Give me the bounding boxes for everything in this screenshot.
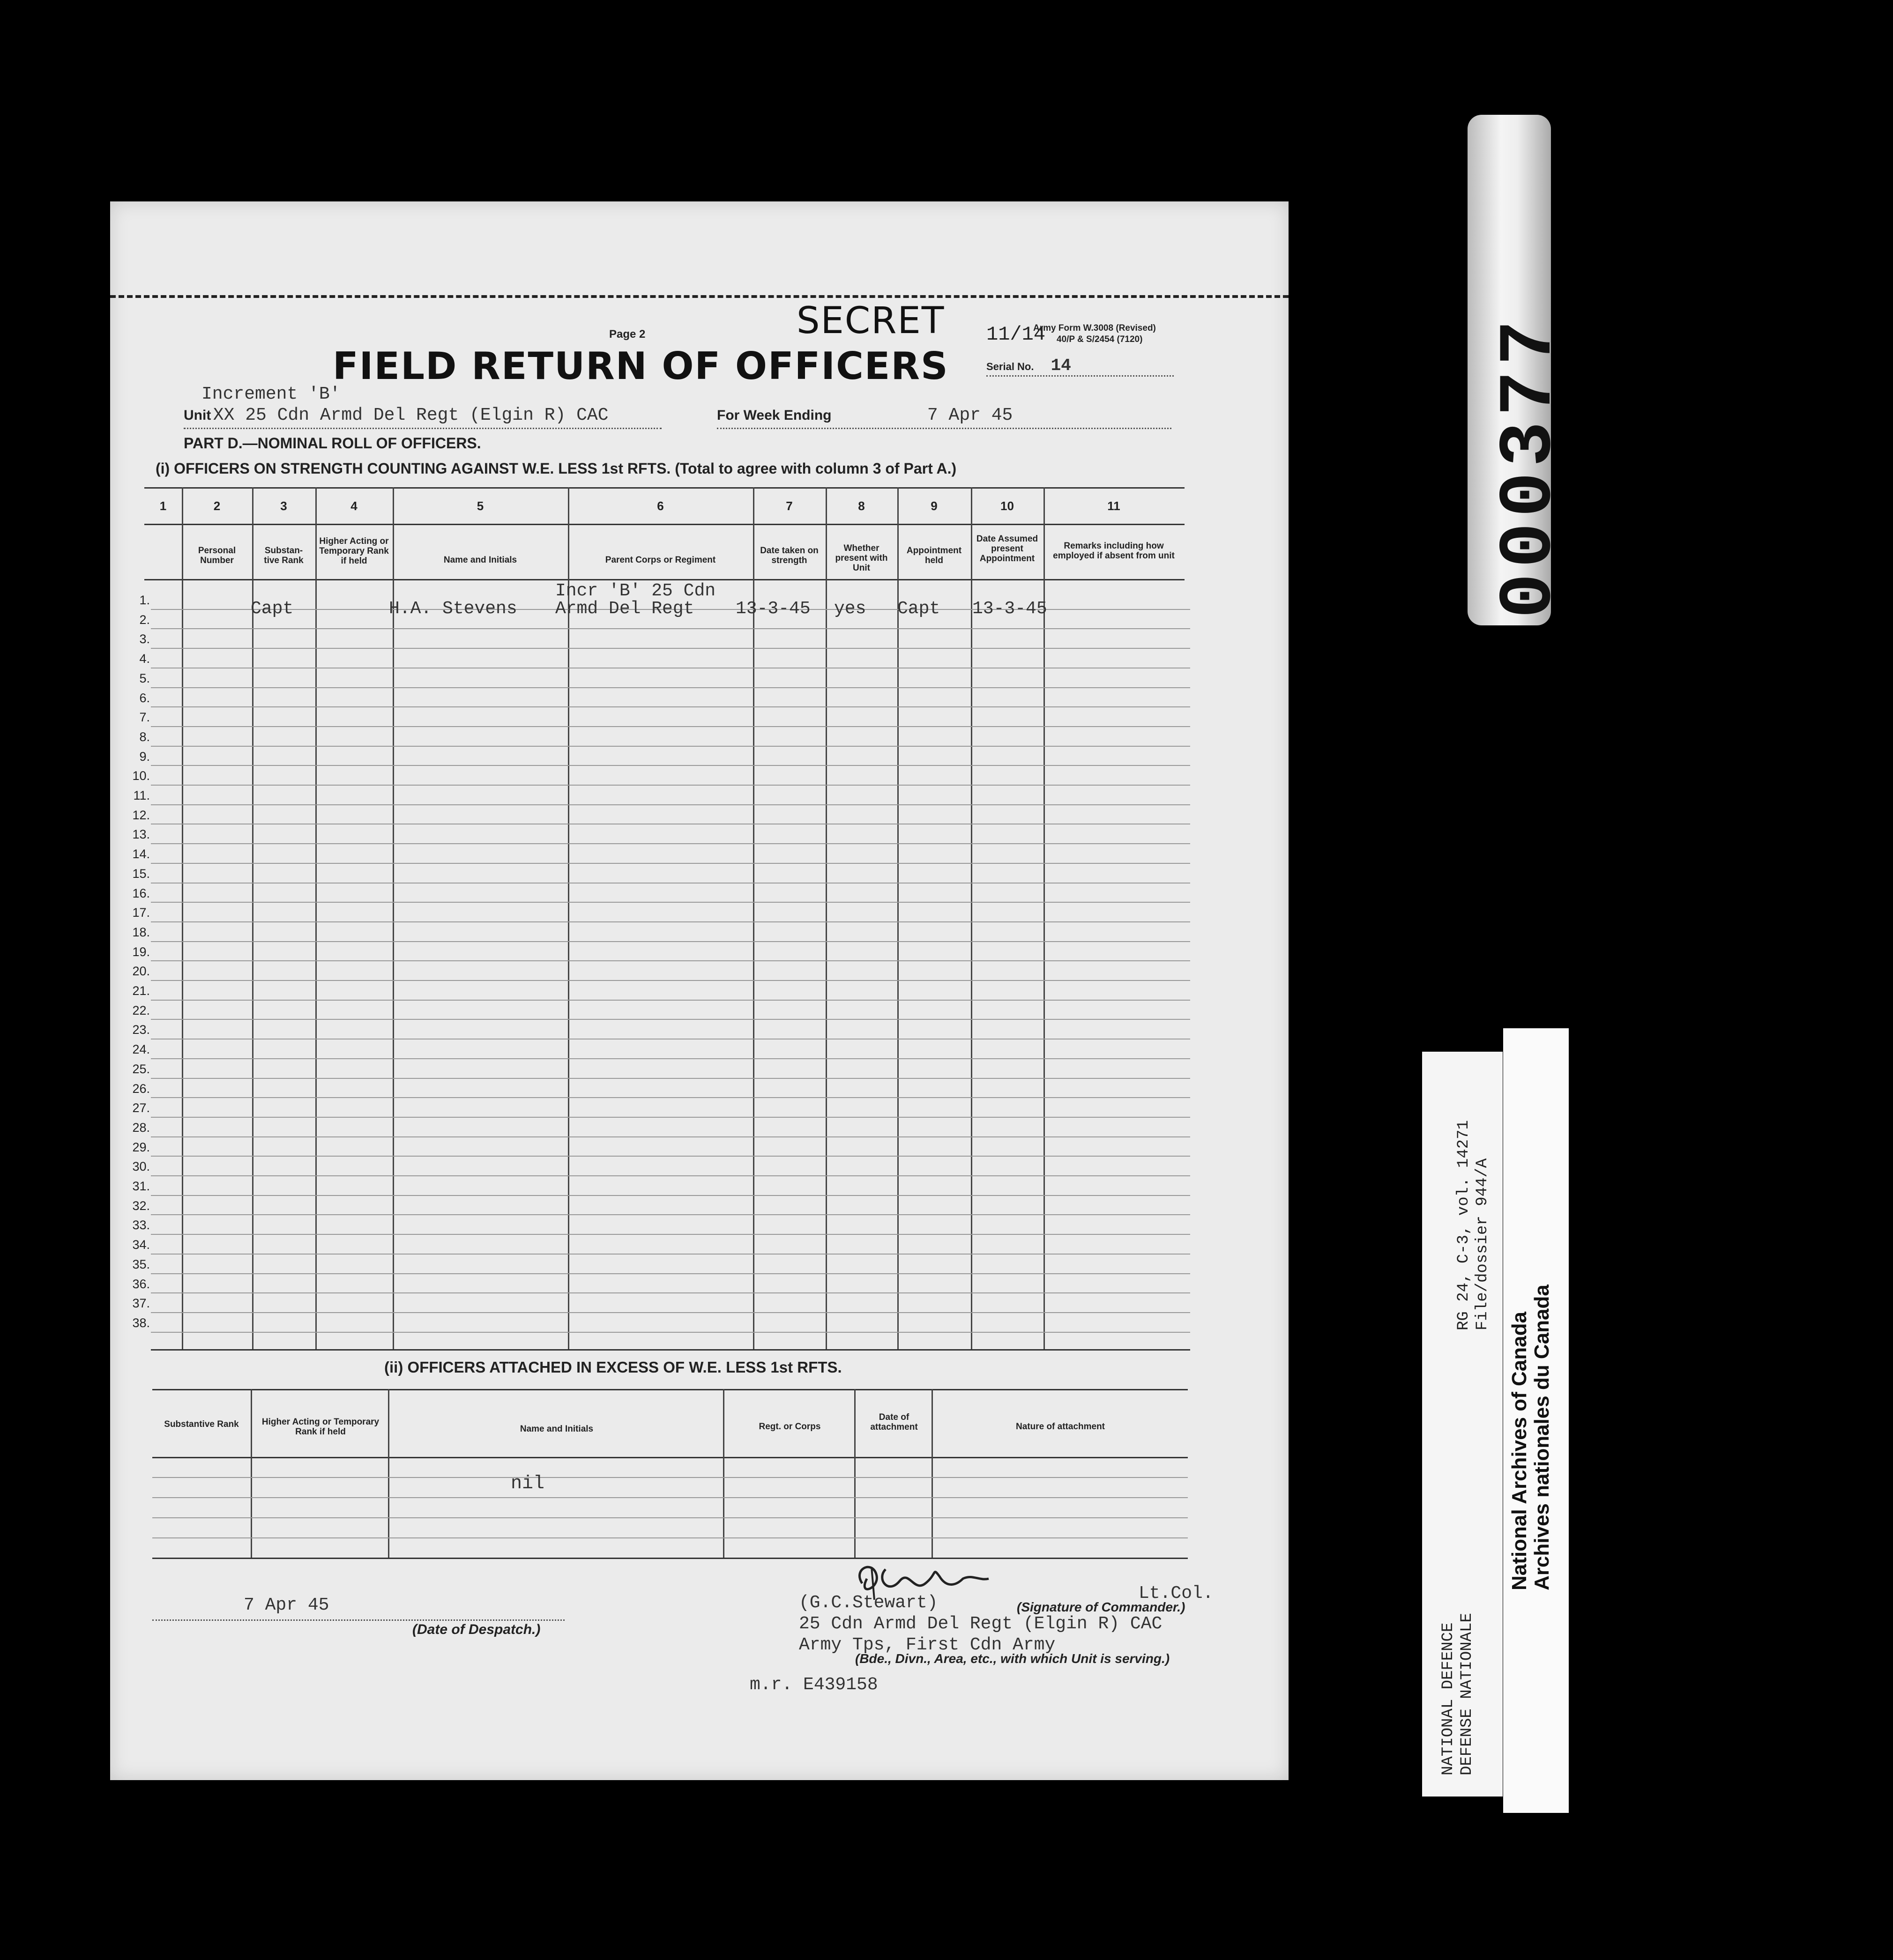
table-row-rule	[151, 902, 1190, 903]
row-number: 1.	[139, 593, 150, 607]
week-ending-value: 7 Apr 45	[927, 405, 1013, 425]
frame-number: 000377	[1488, 314, 1573, 618]
unit-field	[184, 405, 662, 429]
table-row-rule	[151, 1273, 1190, 1274]
file-reference: File/dossier 944/A	[1474, 1158, 1491, 1330]
row-number: 10.	[132, 769, 150, 783]
row-number: 13.	[132, 827, 150, 841]
table-row-rule	[151, 1254, 1190, 1255]
section-2-heading: (ii) OFFICERS ATTACHED IN EXCESS OF W.E. LESS 1st RFTS.	[384, 1359, 842, 1376]
col-header-substantive-rank: Substan- tive Rank	[264, 546, 304, 565]
col-header-name: Name and Initials	[443, 555, 517, 565]
table-row-rule	[151, 1097, 1190, 1098]
formation: Army Tps, First Cdn Army	[799, 1635, 1056, 1655]
col-header-higher-rank: Higher Acting or Temporary Rank if held	[319, 536, 389, 566]
row-number: 25.	[132, 1062, 150, 1076]
entry-date-tos: 13-3-45	[736, 599, 811, 619]
army-form-code: 40/P & S/2454 (7120)	[1057, 334, 1143, 344]
row-number: 16.	[132, 886, 150, 900]
table-row-rule	[151, 706, 1190, 707]
row-number: 26.	[132, 1082, 150, 1096]
department-fr: DEFENSE NATIONALE	[1458, 1613, 1476, 1775]
entry-corps-line2: Armd Del Regt	[555, 599, 694, 619]
table-row-rule	[151, 863, 1190, 864]
row-number: 30.	[132, 1159, 150, 1173]
table-row-rule	[151, 804, 1190, 805]
despatch-date-label: (Date of Despatch.)	[412, 1622, 541, 1637]
serial-value: 14	[1051, 356, 1071, 375]
secret-stamp: SECRET	[797, 300, 945, 342]
commander-name: (G.C.Stewart)	[799, 1593, 938, 1613]
table-row-rule	[152, 1537, 1188, 1538]
col-number: 3	[280, 499, 287, 513]
col-header-present: Whether present with Unit	[835, 543, 888, 573]
row-number: 4.	[139, 652, 150, 666]
col-header-parent-corps: Parent Corps or Regiment	[605, 555, 716, 565]
row-number: 2.	[139, 613, 150, 627]
table-row-rule	[152, 1497, 1188, 1498]
row-number: 18.	[132, 925, 150, 939]
row-number: 21.	[132, 984, 150, 998]
table-row-rule	[151, 1019, 1190, 1020]
row-number: 7.	[139, 710, 150, 724]
row-number: 14.	[132, 847, 150, 861]
table-row-rule	[151, 1058, 1190, 1059]
row-number: 11.	[133, 788, 150, 802]
row-number: 6.	[139, 691, 150, 705]
unit-value: XX 25 Cdn Armd Del Regt (Elgin R) CAC	[213, 405, 609, 425]
form-title: FIELD RETURN OF OFFICERS	[333, 344, 949, 388]
commander-unit: 25 Cdn Armd Del Regt (Elgin R) CAC	[799, 1614, 1163, 1634]
table-row-rule	[151, 1156, 1190, 1157]
table-row-rule	[151, 1292, 1190, 1293]
unit-label: Unit	[184, 408, 211, 423]
entry-date-assumed: 13-3-45	[972, 599, 1047, 619]
table-row-rule	[151, 1136, 1190, 1137]
attached-entry-nil: nil	[511, 1473, 545, 1494]
col-number: 8	[858, 499, 865, 513]
table-row-rule	[151, 687, 1190, 688]
form-number-handwritten: 11/14	[986, 323, 1046, 346]
table-row-rule	[152, 1477, 1188, 1478]
col-number: 1	[159, 499, 167, 513]
row-number: 27.	[132, 1101, 150, 1115]
table-row-rule	[151, 1000, 1190, 1001]
despatch-date: 7 Apr 45	[152, 1595, 565, 1621]
table-row-rule	[151, 628, 1190, 629]
table-row-rule	[152, 1517, 1188, 1518]
department-en: NATIONAL DEFENCE	[1439, 1622, 1457, 1775]
row-number: 38.	[132, 1316, 150, 1330]
table-row-rule	[151, 1312, 1190, 1313]
table-row-rule	[151, 941, 1190, 942]
col-number: 10	[1000, 499, 1014, 513]
rg-reference: RG 24, C-3, vol. 14271	[1455, 1120, 1473, 1330]
table-row-rule	[151, 746, 1190, 747]
row-number: 31.	[132, 1179, 150, 1193]
row-number: 19.	[132, 945, 150, 959]
page-number: Page 2	[609, 328, 646, 341]
table-row-rule	[151, 843, 1190, 844]
week-ending-label: For Week Ending	[717, 408, 832, 423]
table-row-rule	[151, 765, 1190, 766]
row-number: 9.	[139, 750, 150, 764]
row-number: 35.	[132, 1257, 150, 1271]
table-row-rule	[151, 1078, 1190, 1079]
row-number: 15.	[132, 867, 150, 881]
col-header-personal-number: Personal Number	[198, 546, 236, 565]
col-number: 9	[931, 499, 938, 513]
col-header-appointment: Appointment held	[906, 546, 962, 565]
col-header-date-assumed: Date Assumed present Appointment	[976, 534, 1038, 564]
entry-appointment: Capt	[897, 599, 940, 619]
col-number: 7	[786, 499, 793, 513]
row-number: 17.	[132, 906, 150, 920]
table-row-rule	[151, 1117, 1190, 1118]
row-number: 34.	[132, 1238, 150, 1252]
serial-number-field	[986, 356, 1174, 377]
table-row-rule	[151, 785, 1190, 786]
army-form-number: Army Form W.3008 (Revised)	[1033, 323, 1156, 333]
row-number: 5.	[139, 671, 150, 685]
part-d-heading: PART D.—NOMINAL ROLL OF OFFICERS.	[184, 435, 481, 452]
week-ending-field	[717, 405, 1171, 429]
entry-name: H.A. Stevens	[389, 599, 517, 619]
row-number: 28.	[132, 1121, 150, 1135]
table-row-rule	[151, 1214, 1190, 1215]
col-header-nature: Nature of attachment	[1015, 1422, 1105, 1432]
row-number: 29.	[132, 1140, 150, 1154]
increment-label: Increment 'B'	[201, 384, 341, 404]
row-number: 12.	[132, 808, 150, 822]
signature-label: (Signature of Commander.)	[1017, 1600, 1185, 1614]
row-number: 22.	[132, 1003, 150, 1017]
col-number: 4	[350, 499, 358, 513]
table-row-rule	[151, 1175, 1190, 1176]
col-header-higher-rank: Higher Acting or Temporary Rank if held	[261, 1417, 380, 1437]
section-1-heading: (i) OFFICERS ON STRENGTH COUNTING AGAINST W.E. LESS 1st RFTS. (Total to agree with column 3 of Part A.)	[156, 460, 957, 477]
row-number: 32.	[132, 1199, 150, 1213]
table-row-rule	[151, 980, 1190, 981]
row-number: 37.	[132, 1296, 150, 1310]
col-number: 2	[213, 499, 221, 513]
row-number: 36.	[132, 1277, 150, 1291]
table-row-rule	[151, 648, 1190, 649]
col-header-substantive-rank: Substantive Rank	[164, 1419, 239, 1429]
mr-number: m.r. E439158	[750, 1675, 878, 1695]
entry-present: yes	[834, 599, 866, 619]
table-row-rule	[151, 1332, 1190, 1333]
table-row-rule	[151, 1234, 1190, 1235]
col-number: 5	[477, 499, 484, 513]
col-header-date-tos: Date taken on strength	[760, 546, 819, 565]
row-number: 24.	[132, 1042, 150, 1056]
row-number: 23.	[132, 1023, 150, 1037]
commander-rank: Lt.Col.	[1139, 1583, 1214, 1604]
entry-rank: Capt	[251, 599, 294, 619]
row-number: 33.	[132, 1218, 150, 1232]
row-number: 3.	[139, 632, 150, 646]
col-header-remarks: Remarks including how employed if absent from unit	[1053, 541, 1175, 561]
entry-corps-line1: Incr 'B' 25 Cdn	[555, 581, 716, 601]
table-row-rule	[151, 726, 1190, 727]
formation-label: (Bde., Divn., Area, etc., with which Unit is serving.)	[855, 1651, 1170, 1666]
col-number: 11	[1107, 499, 1120, 513]
perforation-line	[110, 295, 1289, 298]
table-row-rule	[151, 1195, 1190, 1196]
col-header-date-attachment: Date of attachment	[870, 1412, 918, 1432]
col-header-name: Name and Initials	[520, 1424, 594, 1434]
col-number: 6	[657, 499, 664, 513]
table-row-rule	[151, 921, 1190, 922]
row-number: 8.	[139, 730, 150, 744]
col-header-regt: Regt. or Corps	[759, 1422, 821, 1432]
nac-name-fr: Archives nationales du Canada	[1530, 1284, 1553, 1590]
table-row-rule	[151, 960, 1190, 961]
nac-name-en: National Archives of Canada	[1508, 1312, 1531, 1590]
serial-label: Serial No.	[986, 361, 1034, 372]
row-number: 20.	[132, 964, 150, 978]
